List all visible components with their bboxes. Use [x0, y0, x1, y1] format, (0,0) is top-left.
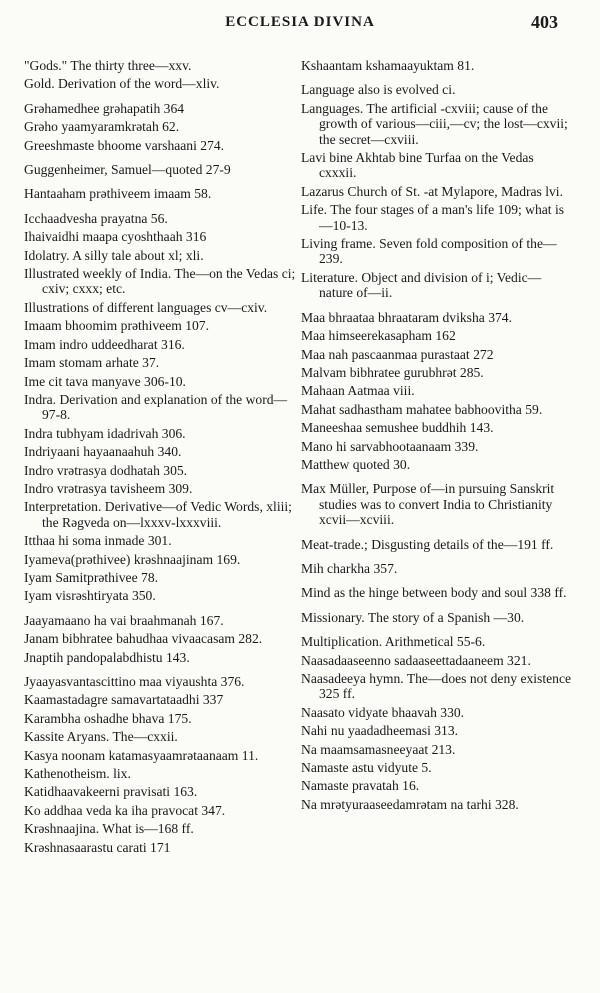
index-entry: Mano hi sarvabhootaanaam 339. [301, 438, 479, 454]
index-entry: Kaamastadagre samavartataadhi 337 [24, 692, 224, 708]
index-entry: Matthew quoted 30. [301, 456, 411, 472]
index-entry: Krəshnasaarastu carati 171 [24, 839, 171, 855]
index-entry: Jnaptih pandopalabdhistu 143. [24, 649, 190, 665]
index-entry: Illustrated weekly of India. The—on the Vedas ci; cxiv; cxxx; etc. [24, 266, 296, 297]
index-entry: Grəhamedhee grəhapatih 364 [24, 100, 185, 116]
index-entry: Imaam bhoomim prəthiveem 107. [24, 318, 209, 334]
index-entry: Karambha oshadhe bhava 175. [24, 710, 192, 726]
index-entry: Jyaayasvantascittino maa viyaushta 376. [24, 674, 245, 689]
index-entry: Mind as the hinge between body and soul 338 ff. [301, 585, 567, 601]
index-entry: Indra. Derivation and explanation of the word—97-8. [24, 391, 288, 423]
index-entry: Jaayamaano ha vai braahmanah 167. [24, 612, 224, 628]
index-entry: Mahaan Aatmaa viii. [301, 383, 415, 399]
index-entry: Ihaivaidhi maapa cyoshthaah 316 [24, 229, 207, 245]
index-entry: Missionary. The story of a Spanish —30. [301, 609, 525, 625]
index-entry: Indra tubhyam idadrivah 306. [24, 425, 186, 441]
index-entry: Greeshmaste bhoome varshaani 274. [24, 137, 225, 153]
index-column-right [301, 58, 573, 815]
index-entry: Namaste astu vidyute 5. [301, 760, 432, 776]
index-column-left [24, 58, 299, 858]
index-entry: Namaste pravatah 16. [301, 778, 420, 794]
index-entry: Iyameva(prəthivee) krəshnaajinam 169. [24, 551, 241, 567]
index-entry: Maneeshaa semushee buddhih 143. [301, 420, 494, 436]
page-number: 403 [531, 12, 558, 32]
index-entry: Katidhaavakeerni pravisati 163. [24, 784, 198, 800]
index-entry: Mahat sadhastham mahatee babhoovitha 59. [301, 401, 543, 417]
index-entry: Guggenheimer, Samuel—quoted 27-9 [24, 162, 231, 178]
index-entry: Indriyaani hayaanaahuh 340. [24, 444, 182, 460]
index-entry: "Gods." The thirty three—xxv. [24, 58, 192, 73]
index-entry: Literature. Object and division of i; Vedic—nature of—ii. [301, 269, 542, 301]
index-entry: Naasadaaseenno sadaaseettadaaneem 321. [301, 652, 531, 668]
index-entry: Mih charkha 357. [301, 560, 398, 576]
index-entry: Ko addhaa veda ka iha pravocat 347. [24, 802, 226, 818]
index-entry: Naasato vidyate bhaavah 330. [301, 704, 465, 720]
index-entry: Kassite Aryans. The—cxxii. [24, 729, 178, 745]
index-entry: Indro vrətrasya dodhatah 305. [24, 462, 188, 478]
index-entry: Naasadeeya hymn. The—does not deny existence 325 ff. [301, 671, 572, 702]
index-entry: Kathenotheism. lix. [24, 766, 131, 782]
index-entry: Krəshnaajina. What is—168 ff. [24, 821, 194, 837]
index-entry: Grəho yaamyaramkrətah 62. [24, 119, 180, 135]
index-entry: Ime cit tava manyave 306-10. [24, 373, 186, 389]
index-entry: Language also is evolved ci. [301, 82, 456, 98]
index-entry: Maa nah pascaanmaa purastaat 272 [301, 346, 494, 362]
index-entry: Living frame. Seven fold composition of the—239. [301, 236, 557, 267]
index-entry: Kshaantam kshamaayuktam 81. [301, 58, 475, 73]
index-entry: Idolatry. A silly tale about xl; xli. [24, 247, 204, 263]
index-entry: Malvam bibhratee gurubhrət 285. [301, 364, 484, 380]
index-entry: Janam bibhratee bahudhaa vivaacasam 282. [24, 631, 263, 647]
index-entry: Imam stomam arhate 37. [24, 355, 160, 371]
page-header [0, 14, 600, 40]
index-entry: Na maamsamasneeyaat 213. [301, 741, 456, 757]
index-entry: Illustrations of different languages cv—cxiv. [24, 299, 268, 315]
index-entry: Max Müller, Purpose of—in pursuing Sanskrit studies was to convert India to Christianity xcvii—xcviii. [301, 481, 555, 528]
index-entry: Nahi nu yaadadheemasi 313. [301, 723, 459, 739]
index-entry: Imam indro uddeedharat 316. [24, 336, 185, 352]
index-entry: Lazarus Church of St. -at Mylapore, Madras lvi. [301, 183, 563, 199]
index-entry: Lavi bine Akhtab bine Turfaa on the Vedas cxxxii. [301, 150, 534, 181]
index-entry: Na mrətyuraaseedamrətam na tarhi 328. [301, 796, 519, 812]
index-entry: Gold. Derivation of the word—xliv. [24, 76, 220, 92]
index-entry: Interpretation. Derivative—of Vedic Words, xliii; the Rəgveda on—lxxxv-lxxxviii. [24, 499, 292, 530]
index-entry: Icchaadvesha prayatna 56. [24, 210, 168, 226]
index-entry: Meat-trade.; Disgusting details of the—191 ff. [301, 536, 554, 552]
index-entry: Maa bhraataa bhraataram dviksha 374. [301, 309, 512, 325]
index-entry: Indro vrətrasya tavisheem 309. [24, 480, 193, 496]
running-title: ECCLESIA DIVINA [225, 14, 375, 30]
index-entry: Iyam Samitprəthivee 78. [24, 569, 159, 585]
index-entry: Iyam visrəshtiryata 350. [24, 588, 156, 604]
index-entry: Life. The four stages of a man's life 109; what is—10-13. [301, 202, 565, 233]
index-entry: Kasya noonam katamasyaamrətaanaam 11. [24, 747, 259, 763]
index-entry: Hantaaham prəthiveem imaam 58. [24, 186, 212, 202]
index-entry: Languages. The artificial -cxviii; cause of the growth of various—ciii,—cv; the lost—cxvii; the secret—cxviii. [301, 100, 568, 147]
index-entry: Multiplication. Arithmetical 55-6. [301, 634, 486, 650]
index-entry: Itthaa hi soma inmade 301. [24, 533, 172, 549]
index-entry: Maa himseerekasapham 162 [301, 328, 456, 344]
